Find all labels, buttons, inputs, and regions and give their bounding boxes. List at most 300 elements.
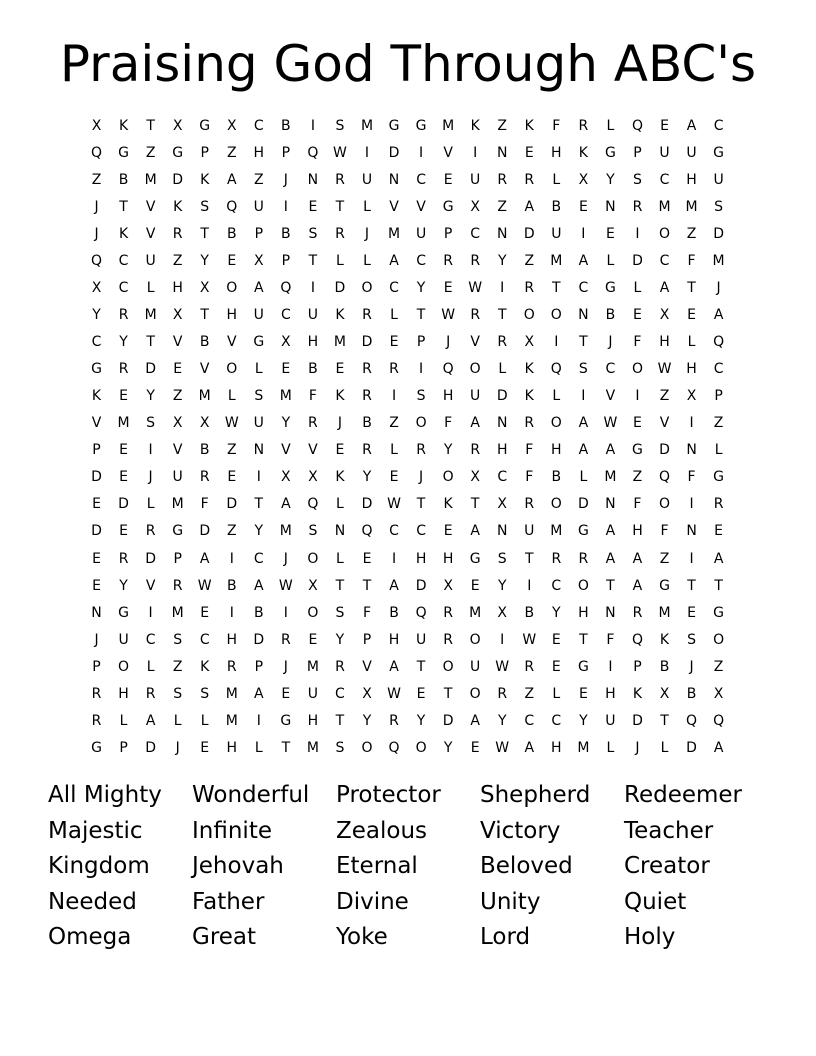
grid-letter: F [362, 604, 372, 621]
grid-letter: R [632, 604, 643, 621]
grid-letter: C [416, 172, 426, 189]
grid-letter: O [523, 307, 535, 324]
grid-letter: R [578, 118, 589, 134]
grid-letter: U [686, 145, 697, 162]
grid-letter: Y [281, 415, 291, 432]
grid-letter: H [659, 334, 670, 351]
grid-letter: M [442, 118, 455, 134]
grid-letter: T [362, 577, 372, 594]
grid-letter: B [308, 361, 318, 378]
grid-letter: T [524, 550, 534, 567]
grid-letter: C [659, 172, 670, 189]
grid-letter: Q [713, 334, 725, 351]
grid-letter: G [118, 145, 129, 162]
grid-letter: I [581, 388, 586, 405]
grid-row [83, 302, 732, 329]
grid-letter: F [660, 523, 669, 540]
grid-letter: U [253, 307, 264, 324]
grid-letter: G [604, 280, 616, 297]
grid-letter: X [91, 118, 102, 134]
grid-letter: Z [254, 172, 264, 189]
grid-letter: O [469, 361, 481, 378]
grid-letter: C [524, 712, 535, 729]
grid-letter: R [335, 172, 345, 189]
grid-letter: R [551, 550, 562, 567]
grid-letter: O [361, 739, 373, 756]
grid-letter: R [118, 307, 129, 324]
grid-letter: Q [91, 145, 103, 162]
grid-letter: R [470, 307, 481, 324]
grid-row [83, 140, 732, 167]
grid-letter: X [199, 415, 210, 432]
grid-letter: R [497, 685, 508, 702]
grid-letter: R [578, 550, 589, 567]
grid-letter: I [310, 118, 315, 134]
grid-letter: P [254, 658, 264, 675]
grid-letter: V [281, 442, 291, 459]
grid-letter: A [659, 280, 670, 297]
grid-letter: V [199, 361, 210, 378]
grid-letter: Y [119, 577, 128, 594]
grid-letter: L [336, 550, 344, 567]
grid-letter: E [470, 739, 480, 756]
grid-letter: K [91, 388, 102, 405]
grid-letter: E [281, 361, 291, 378]
grid-letter: E [687, 307, 696, 324]
grid-letter: R [416, 442, 426, 459]
grid-letter: I [391, 388, 397, 405]
grid-row [83, 383, 732, 410]
grid-row [83, 546, 732, 573]
grid-letter: A [199, 550, 210, 567]
grid-letter: X [308, 469, 318, 486]
grid-letter: T [335, 712, 345, 729]
grid-row [83, 275, 732, 302]
grid-letter: J [148, 469, 153, 486]
grid-letter: E [578, 199, 588, 216]
grid-letter: R [226, 658, 237, 675]
grid-letter: G [442, 199, 454, 216]
grid-letter: D [632, 712, 643, 729]
grid-letter: I [310, 280, 315, 297]
grid-letter: I [689, 496, 694, 513]
word-list-item: Shepherd [480, 782, 591, 808]
grid-letter: P [633, 658, 642, 675]
grid-letter: A [226, 172, 237, 189]
grid-letter: L [606, 253, 615, 270]
grid-letter: U [713, 172, 724, 189]
grid-letter: I [229, 550, 234, 567]
grid-letter: V [226, 334, 237, 351]
grid-letter: H [442, 550, 454, 567]
grid-letter: K [118, 118, 129, 134]
grid-letter: C [199, 631, 210, 648]
grid-letter: U [253, 199, 264, 216]
grid-letter: C [280, 307, 291, 324]
grid-letter: J [283, 550, 288, 567]
grid-letter: Q [658, 469, 671, 486]
grid-letter: C [470, 226, 481, 243]
grid-letter: Z [172, 658, 183, 675]
grid-letter: C [713, 118, 724, 134]
grid-letter: U [172, 469, 183, 486]
grid-letter: L [714, 442, 723, 459]
grid-letter: L [633, 280, 642, 297]
grid-letter: W [495, 658, 510, 675]
grid-letter: L [336, 253, 344, 270]
grid-letter: D [253, 631, 265, 648]
grid-letter: X [172, 415, 183, 432]
grid-letter: I [689, 415, 694, 432]
grid-letter: L [200, 712, 209, 729]
grid-letter: A [578, 253, 589, 270]
grid-letter: U [470, 172, 481, 189]
grid-letter: T [714, 577, 723, 594]
grid-letter: S [416, 388, 426, 405]
grid-letter: O [469, 631, 481, 648]
grid-letter: N [307, 172, 319, 189]
grid-letter: G [253, 334, 265, 351]
grid-letter: B [524, 604, 535, 621]
grid-letter: O [118, 658, 130, 675]
grid-letter: V [91, 415, 102, 432]
grid-letter: X [659, 307, 670, 324]
grid-letter: A [632, 550, 643, 567]
grid-letter: K [443, 496, 453, 513]
grid-letter: O [658, 226, 671, 243]
grid-letter: Z [226, 523, 237, 540]
grid-letter: R [443, 631, 453, 648]
grid-letter: D [145, 550, 156, 567]
grid-letter: C [416, 523, 426, 540]
grid-letter: U [524, 523, 535, 540]
grid-letter: A [254, 280, 264, 297]
grid-letter: O [631, 361, 643, 378]
grid-letter: J [94, 631, 99, 648]
grid-letter: B [281, 226, 291, 243]
grid-letter: W [468, 280, 483, 297]
grid-letter: E [92, 577, 101, 594]
grid-letter: E [119, 388, 128, 405]
grid-letter: G [713, 145, 725, 162]
grid-letter: L [390, 442, 398, 459]
grid-letter: I [419, 361, 424, 378]
grid-letter: Q [280, 280, 292, 297]
grid-letter: Y [497, 712, 507, 729]
grid-letter: T [416, 307, 426, 324]
grid-letter: I [500, 280, 505, 297]
grid-letter: X [91, 280, 102, 297]
grid-letter: M [279, 388, 292, 405]
grid-letter: K [335, 469, 345, 486]
grid-letter: E [119, 469, 128, 486]
grid-row [83, 356, 732, 383]
grid-letter: E [362, 550, 372, 567]
grid-letter: R [524, 280, 535, 297]
grid-letter: E [281, 685, 291, 702]
grid-letter: J [446, 334, 451, 351]
grid-letter: W [333, 145, 347, 162]
grid-letter: A [713, 550, 724, 567]
grid-letter: Y [606, 172, 615, 189]
grid-letter: E [443, 523, 453, 540]
grid-letter: X [199, 280, 210, 297]
grid-letter: P [714, 388, 723, 405]
grid-letter: R [497, 334, 508, 351]
grid-letter: N [496, 226, 508, 243]
grid-letter: J [283, 172, 288, 189]
grid-letter: M [333, 334, 346, 351]
word-list-row [48, 778, 768, 814]
grid-letter: E [443, 280, 453, 297]
grid-letter: N [496, 415, 508, 432]
grid-letter: M [117, 415, 130, 432]
grid-letter: X [713, 685, 724, 702]
grid-letter: R [362, 307, 372, 324]
grid-letter: Y [497, 253, 507, 270]
word-list-item: Eternal [336, 853, 418, 880]
grid-letter: B [199, 442, 210, 459]
grid-letter: Z [91, 172, 102, 189]
grid-letter: M [306, 739, 319, 756]
grid-letter: A [578, 442, 589, 459]
grid-letter: V [416, 199, 426, 216]
grid-letter: M [171, 496, 184, 513]
grid-letter: L [146, 496, 155, 513]
grid-letter: E [551, 658, 561, 675]
grid-letter: T [606, 577, 615, 594]
grid-letter: C [253, 118, 264, 134]
grid-letter: F [633, 496, 642, 513]
word-list-item: Quiet [624, 888, 687, 915]
grid-row [83, 113, 732, 140]
grid-letter: T [416, 658, 426, 675]
grid-letter: W [197, 577, 212, 594]
grid-letter: R [199, 469, 210, 486]
grid-letter: Y [443, 739, 453, 756]
grid-letter: H [686, 172, 697, 189]
grid-letter: U [361, 172, 373, 189]
grid-letter: C [605, 361, 616, 378]
grid-letter: R [280, 631, 291, 648]
grid-letter: A [281, 496, 291, 513]
grid-letter: M [360, 118, 374, 134]
grid-letter: R [362, 442, 372, 459]
grid-letter: C [118, 253, 129, 270]
grid-letter: S [308, 226, 318, 243]
word-list-item: Yoke [336, 924, 388, 951]
grid-letter: X [281, 334, 291, 351]
grid-letter: H [415, 550, 427, 567]
word-list-item: Wonderful [192, 782, 310, 808]
grid-letter: B [551, 199, 562, 216]
grid-letter: M [198, 388, 211, 405]
grid-letter: Y [579, 712, 588, 729]
grid-letter: B [686, 685, 697, 702]
grid-letter: A [145, 712, 156, 729]
grid-letter: R [524, 658, 535, 675]
grid-letter: S [308, 523, 318, 540]
grid-letter: L [579, 469, 588, 486]
grid-letter: D [172, 172, 184, 189]
grid-letter: H [551, 739, 562, 756]
grid-letter: X [308, 577, 318, 594]
grid-letter: I [554, 334, 559, 351]
grid-letter: T [416, 496, 426, 513]
grid-letter: T [579, 334, 588, 351]
grid-letter: V [308, 442, 318, 459]
grid-letter: L [336, 496, 344, 513]
grid-letter: T [281, 739, 291, 756]
grid-letter: R [470, 442, 481, 459]
grid-letter: E [714, 523, 724, 540]
word-list-item: Teacher [624, 817, 714, 844]
grid-letter: H [496, 442, 508, 459]
grid-letter: E [687, 604, 696, 621]
grid-letter: H [605, 685, 616, 702]
grid-letter: X [470, 469, 480, 486]
grid-letter: U [253, 415, 264, 432]
grid-letter: Q [388, 739, 400, 756]
grid-letter: V [362, 658, 372, 675]
grid-letter: O [577, 577, 589, 594]
grid-letter: W [278, 577, 293, 594]
grid-letter: X [497, 496, 508, 513]
grid-row [83, 167, 732, 194]
grid-letter: D [199, 523, 211, 540]
grid-letter: C [335, 685, 345, 702]
grid-letter: K [335, 388, 345, 405]
grid-letter: U [415, 631, 427, 648]
grid-letter: D [686, 739, 697, 756]
word-list-item: Zealous [336, 817, 428, 844]
grid-letter: M [144, 172, 157, 189]
grid-letter: S [335, 118, 345, 134]
grid-letter: D [577, 496, 589, 513]
grid-letter: M [658, 199, 671, 216]
grid-letter: I [635, 226, 640, 243]
grid-letter: G [118, 604, 129, 621]
grid-letter: K [524, 361, 534, 378]
grid-letter: A [254, 685, 264, 702]
grid-letter: T [146, 118, 155, 134]
grid-letter: I [473, 145, 478, 162]
grid-letter: A [713, 307, 724, 324]
grid-letter: Q [307, 496, 319, 513]
grid-letter: B [226, 577, 237, 594]
grid-letter: V [659, 415, 670, 432]
grid-letter: F [687, 469, 696, 486]
grid-letter: P [173, 550, 182, 567]
grid-letter: L [363, 253, 371, 270]
grid-letter: K [524, 118, 534, 134]
grid-letter: L [390, 307, 398, 324]
grid-letter: X [172, 118, 183, 134]
grid-letter: W [441, 307, 456, 324]
grid-letter: J [419, 469, 424, 486]
grid-letter: J [608, 334, 613, 351]
word-list-item: Jehovah [192, 853, 284, 880]
grid-letter: I [581, 226, 586, 243]
word-list-row [48, 920, 768, 956]
grid-letter: G [659, 577, 670, 594]
word-list-item: Divine [336, 888, 409, 915]
grid-letter: W [495, 739, 510, 756]
grid-letter: T [579, 631, 588, 648]
word-list-row [48, 814, 768, 850]
grid-letter: B [605, 307, 616, 324]
grid-letter: T [443, 685, 453, 702]
grid-letter: U [415, 226, 427, 243]
grid-letter: O [442, 469, 454, 486]
grid-row [83, 573, 732, 600]
word-list [48, 778, 768, 956]
grid-letter: Z [172, 253, 183, 270]
grid-letter: Z [226, 145, 237, 162]
grid-letter: S [200, 685, 210, 702]
grid-letter: S [633, 172, 642, 189]
grid-letter: K [524, 388, 534, 405]
grid-letter: V [172, 334, 183, 351]
grid-letter: Y [335, 631, 345, 648]
grid-letter: H [226, 307, 238, 324]
grid-letter: G [632, 442, 643, 459]
grid-letter: E [335, 361, 345, 378]
grid-letter: U [659, 145, 670, 162]
grid-letter: J [716, 280, 721, 297]
grid-letter: C [145, 631, 156, 648]
grid-letter: B [281, 118, 291, 134]
grid-letter: I [419, 145, 424, 162]
grid-letter: U [118, 631, 129, 648]
grid-letter: C [551, 577, 562, 594]
grid-letter: I [689, 550, 694, 567]
word-list-item: Majestic [48, 817, 143, 844]
grid-letter: J [94, 226, 99, 243]
grid-letter: Z [632, 469, 643, 486]
grid-letter: Q [361, 523, 373, 540]
grid-letter: H [253, 145, 265, 162]
grid-letter: W [224, 415, 239, 432]
grid-letter: M [387, 226, 401, 243]
grid-letter: C [578, 280, 589, 297]
grid-letter: Q [713, 712, 725, 729]
grid-letter: R [91, 685, 102, 702]
grid-letter: E [389, 469, 399, 486]
grid-letter: C [659, 253, 670, 270]
grid-letter: I [527, 577, 532, 594]
grid-letter: X [470, 199, 480, 216]
grid-letter: D [145, 361, 156, 378]
grid-letter: E [551, 631, 561, 648]
grid-letter: G [469, 550, 481, 567]
grid-letter: T [200, 307, 209, 324]
grid-letter: B [389, 604, 399, 621]
grid-letter: M [550, 253, 563, 270]
grid-letter: Z [659, 550, 670, 567]
grid-letter: O [658, 496, 671, 513]
grid-row [83, 600, 732, 627]
grid-letter: D [118, 496, 129, 513]
grid-letter: M [225, 712, 238, 729]
grid-letter: R [118, 550, 129, 567]
grid-letter: H [226, 739, 238, 756]
grid-letter: P [281, 253, 291, 270]
grid-letter: I [148, 442, 153, 459]
grid-letter: D [361, 334, 373, 351]
grid-letter: L [552, 388, 561, 405]
grid-row [83, 194, 732, 221]
